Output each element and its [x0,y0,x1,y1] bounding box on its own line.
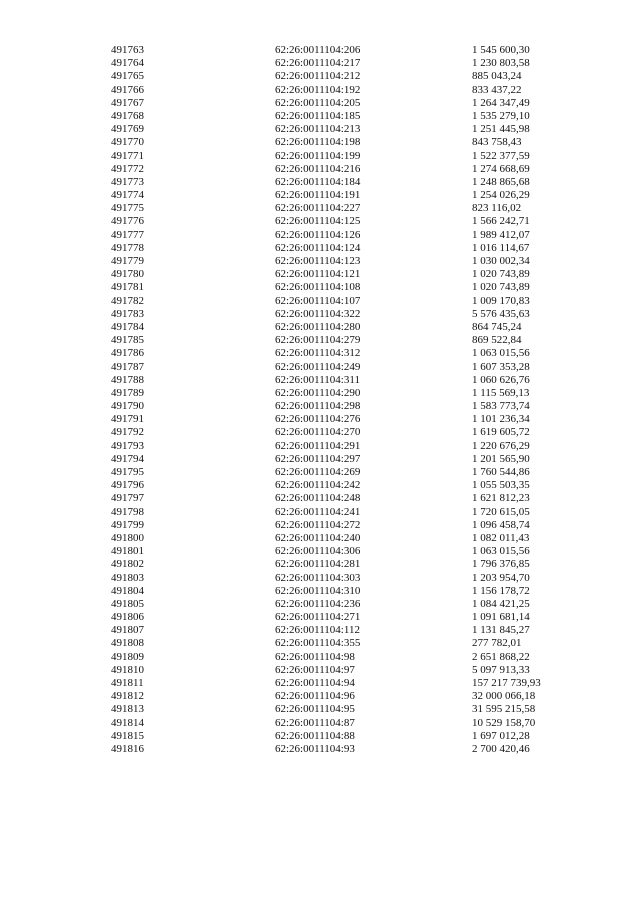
cadastral-value: 1 060 626,76 [472,373,530,386]
cadastral-value: 1 254 026,29 [472,189,530,202]
table-row [111,545,581,558]
cadastral-number: 62:26:0011104:213 [275,123,361,136]
table-row [111,281,581,294]
cadastral-number: 62:26:0011104:98 [275,650,355,663]
table-row [111,624,581,637]
record-number: 491794 [111,452,144,465]
cadastral-value: 2 651 868,22 [472,650,530,663]
cadastral-number: 62:26:0011104:298 [275,400,361,413]
record-number: 491787 [111,360,144,373]
record-number: 491802 [111,558,144,571]
cadastral-number: 62:26:0011104:124 [275,241,361,254]
cadastral-number: 62:26:0011104:108 [275,281,361,294]
record-number: 491775 [111,202,144,215]
cadastral-number: 62:26:0011104:121 [275,268,361,281]
record-number: 491811 [111,677,144,689]
record-number: 491798 [111,505,144,518]
table-row [111,572,581,585]
cadastral-number: 62:26:0011104:185 [275,109,361,122]
cadastral-number: 62:26:0011104:192 [275,83,361,96]
record-number: 491782 [111,294,144,307]
table-row [111,189,581,202]
record-number: 491797 [111,492,144,505]
cadastral-value: 864 745,24 [472,320,522,333]
cadastral-value: 1 545 600,30 [472,44,530,56]
table-row [111,598,581,611]
cadastral-value: 32 000 066,18 [472,690,536,703]
table-row [111,664,581,677]
record-number: 491773 [111,175,144,188]
cadastral-value: 1 084 421,25 [472,597,530,610]
cadastral-value: 869 522,84 [472,334,522,347]
cadastral-number: 62:26:0011104:227 [275,202,361,215]
cadastral-number: 62:26:0011104:297 [275,452,361,465]
cadastral-number: 62:26:0011104:310 [275,584,361,597]
table-row [111,703,581,716]
table-row [111,215,581,228]
table-row [111,176,581,189]
record-number: 491799 [111,518,144,531]
table-row [111,558,581,571]
cadastral-value: 843 758,43 [472,136,522,149]
table-row [111,730,581,743]
record-number: 491800 [111,531,144,544]
record-number: 491804 [111,584,144,597]
cadastral-value: 1 274 668,69 [472,162,530,175]
record-number: 491815 [111,729,144,742]
table-row [111,611,581,624]
table-row [111,229,581,242]
cadastral-number: 62:26:0011104:125 [275,215,361,228]
cadastral-value: 1 566 242,71 [472,215,530,228]
table-row [111,413,581,426]
cadastral-number: 62:26:0011104:123 [275,255,361,267]
cadastral-value: 1 796 376,85 [472,558,530,571]
cadastral-number: 62:26:0011104:322 [275,307,361,320]
cadastral-value: 1 264 347,49 [472,96,530,109]
cadastral-value: 1 251 445,98 [472,123,530,136]
record-number: 491813 [111,703,144,716]
record-number: 491801 [111,545,144,558]
table-row [111,717,581,730]
table-row [111,44,581,57]
cadastral-number: 62:26:0011104:199 [275,149,361,162]
table-row [111,308,581,321]
record-number: 491780 [111,268,144,281]
table-row [111,347,581,360]
record-number: 491767 [111,96,144,109]
cadastral-number: 62:26:0011104:290 [275,386,361,399]
record-number: 491763 [111,44,144,56]
cadastral-value: 1 230 803,58 [472,57,530,70]
cadastral-value: 5 576 435,63 [472,307,530,320]
cadastral-number: 62:26:0011104:206 [275,44,361,56]
cadastral-number: 62:26:0011104:279 [275,334,361,347]
cadastral-value: 1 535 279,10 [472,109,530,122]
cadastral-value: 1 009 170,83 [472,294,530,307]
record-number: 491806 [111,611,144,624]
table-row [111,479,581,492]
cadastral-value: 1 096 458,74 [472,518,530,531]
cadastral-number: 62:26:0011104:242 [275,479,361,492]
table-row [111,361,581,374]
table-row [111,440,581,453]
record-number: 491788 [111,373,144,386]
cadastral-number: 62:26:0011104:306 [275,545,361,558]
table-row [111,453,581,466]
cadastral-number: 62:26:0011104:198 [275,136,361,149]
table-row [111,123,581,136]
table-row [111,295,581,308]
cadastral-value: 1 091 681,14 [472,611,530,624]
cadastral-number: 62:26:0011104:93 [275,742,355,755]
table-row [111,374,581,387]
record-number: 491785 [111,334,144,347]
cadastral-value: 1 583 773,74 [472,400,530,413]
record-number: 491777 [111,228,144,241]
cadastral-value: 1 621 812,23 [472,492,530,505]
cadastral-value: 1 016 114,67 [472,241,530,254]
table-row [111,321,581,334]
cadastral-value: 1 607 353,28 [472,360,530,373]
cadastral-number: 62:26:0011104:311 [275,373,360,386]
cadastral-value: 1 131 845,27 [472,624,530,637]
cadastral-number: 62:26:0011104:184 [275,175,361,188]
cadastral-number: 62:26:0011104:87 [275,716,355,729]
record-number: 491808 [111,637,144,650]
table-row [111,150,581,163]
cadastral-value: 1 760 544,86 [472,466,530,478]
cadastral-value: 1 697 012,28 [472,729,530,742]
table-row [111,110,581,123]
table-row [111,743,581,756]
table-row [111,255,581,268]
cadastral-value: 1 082 011,43 [472,531,530,544]
cadastral-value: 10 529 158,70 [472,716,536,729]
cadastral-number: 62:26:0011104:216 [275,162,361,175]
record-number: 491771 [111,149,144,162]
table-row [111,387,581,400]
record-number: 491781 [111,281,144,294]
table-row [111,677,581,690]
cadastral-value: 1 989 412,07 [472,228,530,241]
record-number: 491772 [111,162,144,175]
cadastral-value: 1 203 954,70 [472,571,530,584]
cadastral-number: 62:26:0011104:303 [275,571,361,584]
cadastral-value: 5 097 913,33 [472,663,530,676]
table-row [111,506,581,519]
cadastral-number: 62:26:0011104:276 [275,413,361,426]
cadastral-number: 62:26:0011104:191 [275,189,361,202]
record-number: 491768 [111,109,144,122]
cadastral-number: 62:26:0011104:205 [275,96,361,109]
record-number: 491814 [111,716,144,729]
cadastral-value: 1 201 565,90 [472,452,530,465]
record-number: 491803 [111,571,144,584]
table-row [111,492,581,505]
cadastral-value: 1 220 676,29 [472,439,530,452]
cadastral-value: 1 101 236,34 [472,413,530,426]
cadastral-value: 1 522 377,59 [472,149,530,162]
cadastral-number: 62:26:0011104:107 [275,294,361,307]
cadastral-value: 1 055 503,35 [472,479,530,492]
table-row [111,202,581,215]
record-number: 491796 [111,479,144,492]
record-number: 491774 [111,189,144,202]
record-number: 491770 [111,136,144,149]
record-number: 491789 [111,386,144,399]
record-number: 491816 [111,742,144,755]
cadastral-number: 62:26:0011104:312 [275,347,361,360]
table-row [111,532,581,545]
table-row [111,400,581,413]
table-row [111,585,581,598]
cadastral-number: 62:26:0011104:269 [275,466,361,478]
cadastral-value: 1 115 569,13 [472,386,530,399]
record-number: 491769 [111,123,144,136]
cadastral-value: 833 437,22 [472,83,522,96]
table-row [111,690,581,703]
table-row [111,637,581,650]
cadastral-number: 62:26:0011104:212 [275,70,361,83]
record-number: 491764 [111,57,144,70]
record-number: 491807 [111,624,144,637]
cadastral-number: 62:26:0011104:272 [275,518,361,531]
table-row [111,97,581,110]
record-number: 491790 [111,400,144,413]
table-row [111,84,581,97]
table-row [111,57,581,70]
record-number: 491795 [111,466,144,478]
table-row [111,426,581,439]
cadastral-number: 62:26:0011104:291 [275,439,361,452]
cadastral-value: 277 782,01 [472,637,522,650]
cadastral-value: 1 720 615,05 [472,505,530,518]
record-number: 491783 [111,307,144,320]
cadastral-value: 31 595 215,58 [472,703,536,716]
cadastral-number: 62:26:0011104:88 [275,729,355,742]
cadastral-number: 62:26:0011104:248 [275,492,361,505]
record-number: 491805 [111,597,144,610]
cadastral-value: 1 020 743,89 [472,268,530,281]
cadastral-number: 62:26:0011104:96 [275,690,355,703]
record-number: 491809 [111,650,144,663]
record-number: 491810 [111,663,144,676]
record-number: 491791 [111,413,144,426]
table-row [111,136,581,149]
cadastral-value: 1 020 743,89 [472,281,530,294]
table-row [111,268,581,281]
table-row [111,163,581,176]
record-number: 491766 [111,83,144,96]
cadastral-number: 62:26:0011104:281 [275,558,361,571]
table-row [111,70,581,83]
cadastral-number: 62:26:0011104:97 [275,663,355,676]
table-row [111,334,581,347]
record-number: 491786 [111,347,144,360]
cadastral-value: 1 156 178,72 [472,584,530,597]
cadastral-number: 62:26:0011104:271 [275,611,361,624]
cadastral-table [111,44,581,756]
cadastral-value: 1 063 015,56 [472,347,530,360]
record-number: 491793 [111,439,144,452]
cadastral-number: 62:26:0011104:94 [275,677,355,689]
record-number: 491778 [111,241,144,254]
table-row [111,651,581,664]
table-row [111,466,581,479]
record-number: 491812 [111,690,144,703]
table-row [111,242,581,255]
cadastral-value: 823 116,02 [472,202,522,215]
cadastral-number: 62:26:0011104:270 [275,426,361,439]
record-number: 491776 [111,215,144,228]
cadastral-value: 2 700 420,46 [472,742,530,755]
cadastral-number: 62:26:0011104:240 [275,531,361,544]
record-number: 491779 [111,255,144,267]
cadastral-number: 62:26:0011104:241 [275,505,361,518]
cadastral-number: 62:26:0011104:236 [275,597,361,610]
cadastral-number: 62:26:0011104:95 [275,703,355,716]
cadastral-value: 1 248 865,68 [472,175,530,188]
cadastral-number: 62:26:0011104:217 [275,57,361,70]
cadastral-number: 62:26:0011104:112 [275,624,360,637]
record-number: 491765 [111,70,144,83]
cadastral-value: 1 063 015,56 [472,545,530,558]
cadastral-number: 62:26:0011104:280 [275,320,361,333]
cadastral-number: 62:26:0011104:126 [275,228,361,241]
cadastral-value: 1 619 605,72 [472,426,530,439]
cadastral-value: 1 030 002,34 [472,255,530,267]
record-number: 491792 [111,426,144,439]
table-row [111,519,581,532]
cadastral-value: 885 043,24 [472,70,522,83]
record-number: 491784 [111,320,144,333]
cadastral-number: 62:26:0011104:249 [275,360,361,373]
cadastral-value: 157 217 739,93 [472,677,541,689]
cadastral-number: 62:26:0011104:355 [275,637,361,650]
